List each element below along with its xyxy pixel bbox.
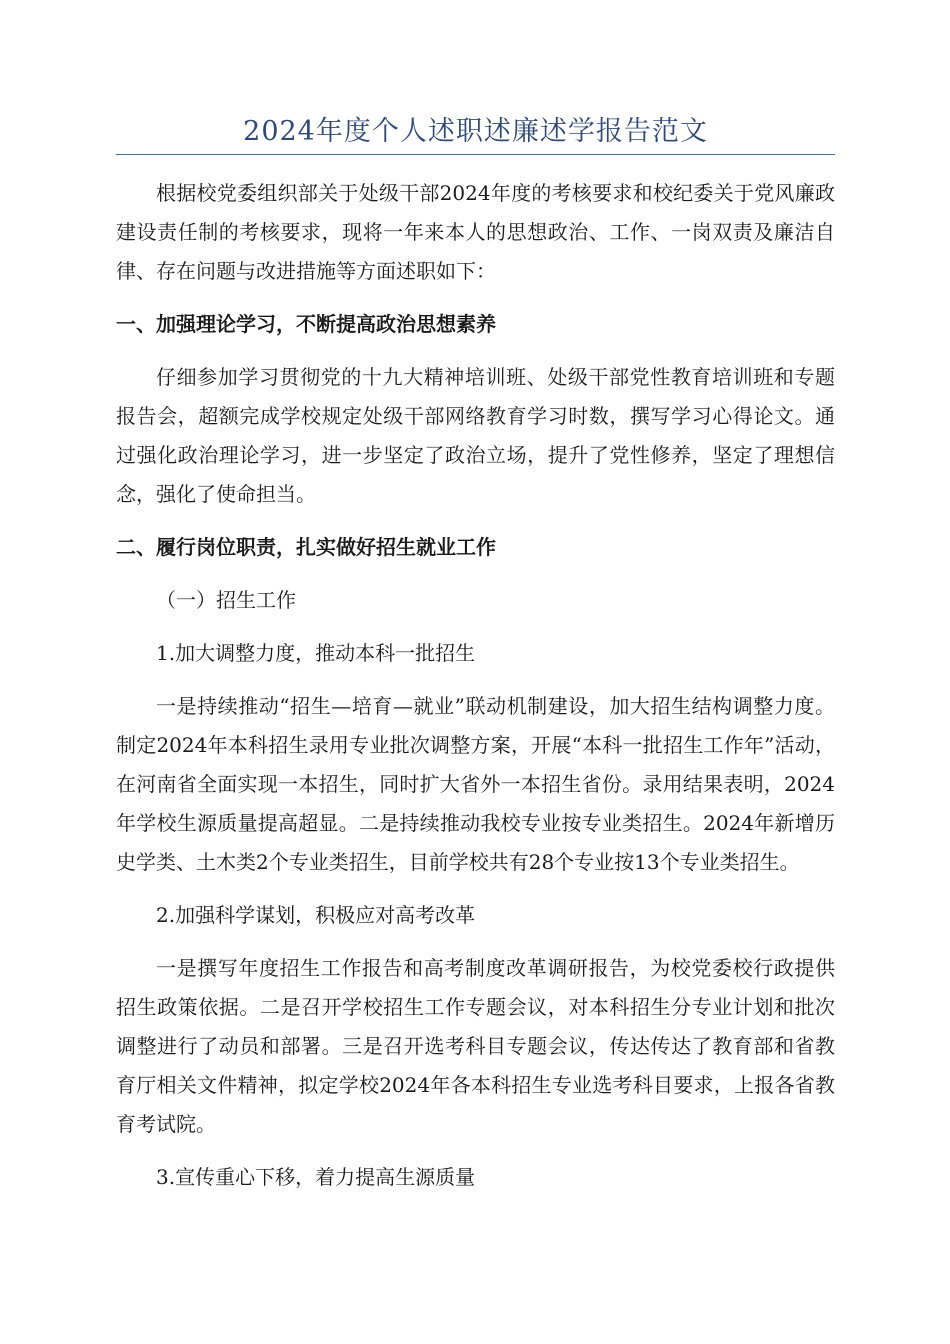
document-title: 2024年度个人述职述廉述学报告范文 [243, 116, 708, 147]
item-2-paragraph: 一是撰写年度招生工作报告和高考制度改革调研报告，为校党委校行政提供招生政策依据。二是召开学校招生工作专题会议，对本科招生分专业计划和批次调整进行了动员和部署。三是召开选考科目专题会议，传达传达了教育部和省教育厅相关文件精神，拟定学校2024年各本科招生专业选考科目要求，上报各省教育考试院。 [116, 956, 835, 1136]
item-2-heading: 2.加强科学谋划，积极应对高考改革 [156, 903, 476, 927]
section-1-paragraph: 仔细参加学习贯彻党的十九大精神培训班、处级干部党性教育培训班和专题报告会，超额完成学校规定处级干部网络教育学习时数，撰写学习心得论文。通过强化政治理论学习，进一步坚定了政治立场，提升了党性修养，坚定了理想信念，强化了使命担当。 [116, 365, 835, 506]
intro-paragraph: 根据校党委组织部关于处级干部2024年度的考核要求和校纪委关于党风廉政建设责任制的考核要求，现将一年来本人的思想政治、工作、一岗双责及廉洁自律、存在问题与改进措施等方面述职如下： [116, 181, 835, 283]
section-1-heading: 一、加强理论学习，不断提高政治思想素养 [116, 312, 496, 336]
section-2-subheading: （一）招生工作 [156, 588, 296, 612]
section-2-heading: 二、履行岗位职责，扎实做好招生就业工作 [116, 535, 496, 559]
item-1-paragraph: 一是持续推动“招生—培育—就业”联动机制建设，加大招生结构调整力度。制定2024年本科招生录用专业批次调整方案，开展“本科一批招生工作年”活动，在河南省全面实现一本招生，同时扩大省外一本招生省份。录用结果表明，2024年学校生源质量提高超显。二是持续推动我校专业按专业类招生。2024年新增历史学类、土木类2个专业类招生，目前学校共有28个专业按13个专业类招生。 [116, 694, 835, 874]
item-1-heading: 1.加大调整力度，推动本科一批招生 [156, 641, 476, 665]
item-3-heading: 3.宣传重心下移，着力提高生源质量 [156, 1165, 476, 1189]
title-underline [116, 154, 835, 155]
document-body [116, 174, 835, 1211]
